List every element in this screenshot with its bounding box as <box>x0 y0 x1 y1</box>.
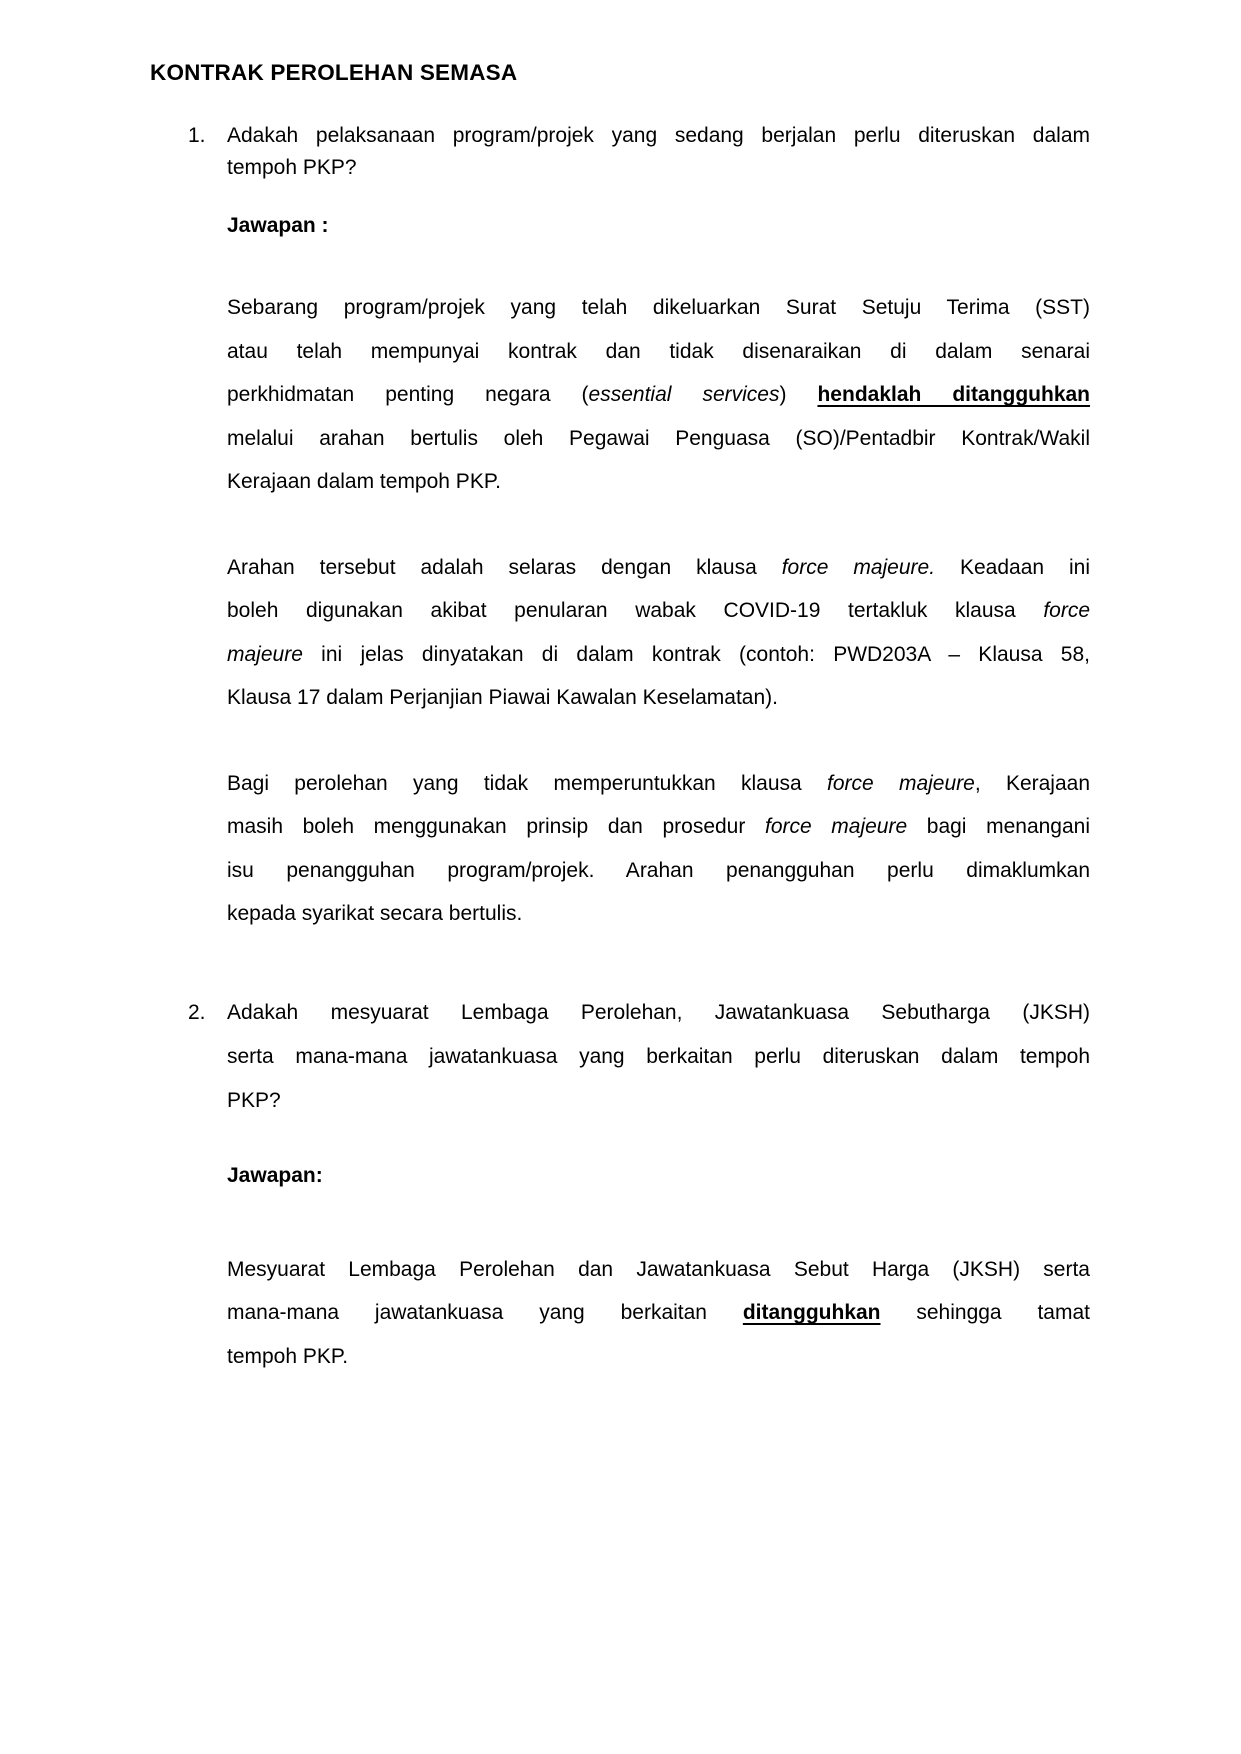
question-line: tempoh PKP? <box>227 156 357 179</box>
answer-line: perkhidmatan penting negara (essential services) hendaklah ditangguhkan <box>227 383 1091 406</box>
answer-line: Klausa 17 dalam Perjanjian Piawai Kawalan Keselamatan). <box>227 686 778 709</box>
answer-line: Sebarang program/projek yang telah dikeluarkan Surat Setuju Terima (SST) <box>227 296 1090 319</box>
faq-item-2 <box>188 991 1090 1379</box>
answer-paragraph-1 <box>227 286 1090 504</box>
answer-line: Mesyuarat Lembaga Perolehan dan Jawatankuasa Sebut Harga (JKSH) serta <box>227 1257 1090 1281</box>
question-line: PKP? <box>227 1088 281 1112</box>
answer-line: tempoh PKP. <box>227 1344 349 1368</box>
answer-line: isu penangguhan program/projek. Arahan penangguhan perlu dimaklumkan <box>227 858 1090 882</box>
faq-item-1-body <box>227 120 1090 936</box>
item-number: 1. <box>188 124 206 147</box>
answer-label: Jawapan: <box>227 1163 323 1187</box>
faq-item-2-body <box>227 991 1090 1379</box>
question-line: Adakah pelaksanaan program/projek yang sedang berjalan perlu diteruskan dalam <box>227 124 1090 147</box>
question-line: Adakah mesyuarat Lembaga Perolehan, Jawatankuasa Sebutharga (JKSH) <box>227 1000 1090 1024</box>
answer-paragraph-3 <box>227 762 1090 936</box>
answer-paragraph-2 <box>227 546 1090 720</box>
answer-line: mana-mana jawatankuasa yang berkaitan ditangguhkan sehingga tamat <box>227 1301 1090 1324</box>
document-title: KONTRAK PEROLEHAN SEMASA <box>150 60 518 85</box>
answer-paragraph-1 <box>227 1248 1090 1379</box>
answer-line: majeure ini jelas dinyatakan di dalam kontrak (contoh: PWD203A – Klausa 58, <box>227 642 1090 666</box>
answer-line: Arahan tersebut adalah selaras dengan klausa force majeure. Keadaan ini <box>227 555 1090 579</box>
answer-label: Jawapan : <box>227 214 329 237</box>
question-line: serta mana-mana jawatankuasa yang berkaitan perlu diteruskan dalam tempoh <box>227 1044 1090 1068</box>
faq-item-1 <box>188 120 1090 936</box>
answer-line: kepada syarikat secara bertulis. <box>227 902 523 925</box>
answer-line: masih boleh menggunakan prinsip dan prosedur force majeure bagi menangani <box>227 815 1091 838</box>
question-text <box>227 991 1090 1123</box>
answer-line: atau telah mempunyai kontrak dan tidak disenaraikan di dalam senarai <box>227 339 1090 363</box>
answer-line: Bagi perolehan yang tidak memperuntukkan klausa force majeure, Kerajaan <box>227 771 1091 795</box>
question-text <box>227 120 1090 184</box>
answer-line: Kerajaan dalam tempoh PKP. <box>227 470 501 493</box>
answer-line: boleh digunakan akibat penularan wabak COVID-19 tertakluk klausa force <box>227 599 1090 622</box>
item-number: 2. <box>188 1000 206 1024</box>
answer-line: melalui arahan bertulis oleh Pegawai Penguasa (SO)/Pentadbir Kontrak/Wakil <box>227 426 1090 450</box>
